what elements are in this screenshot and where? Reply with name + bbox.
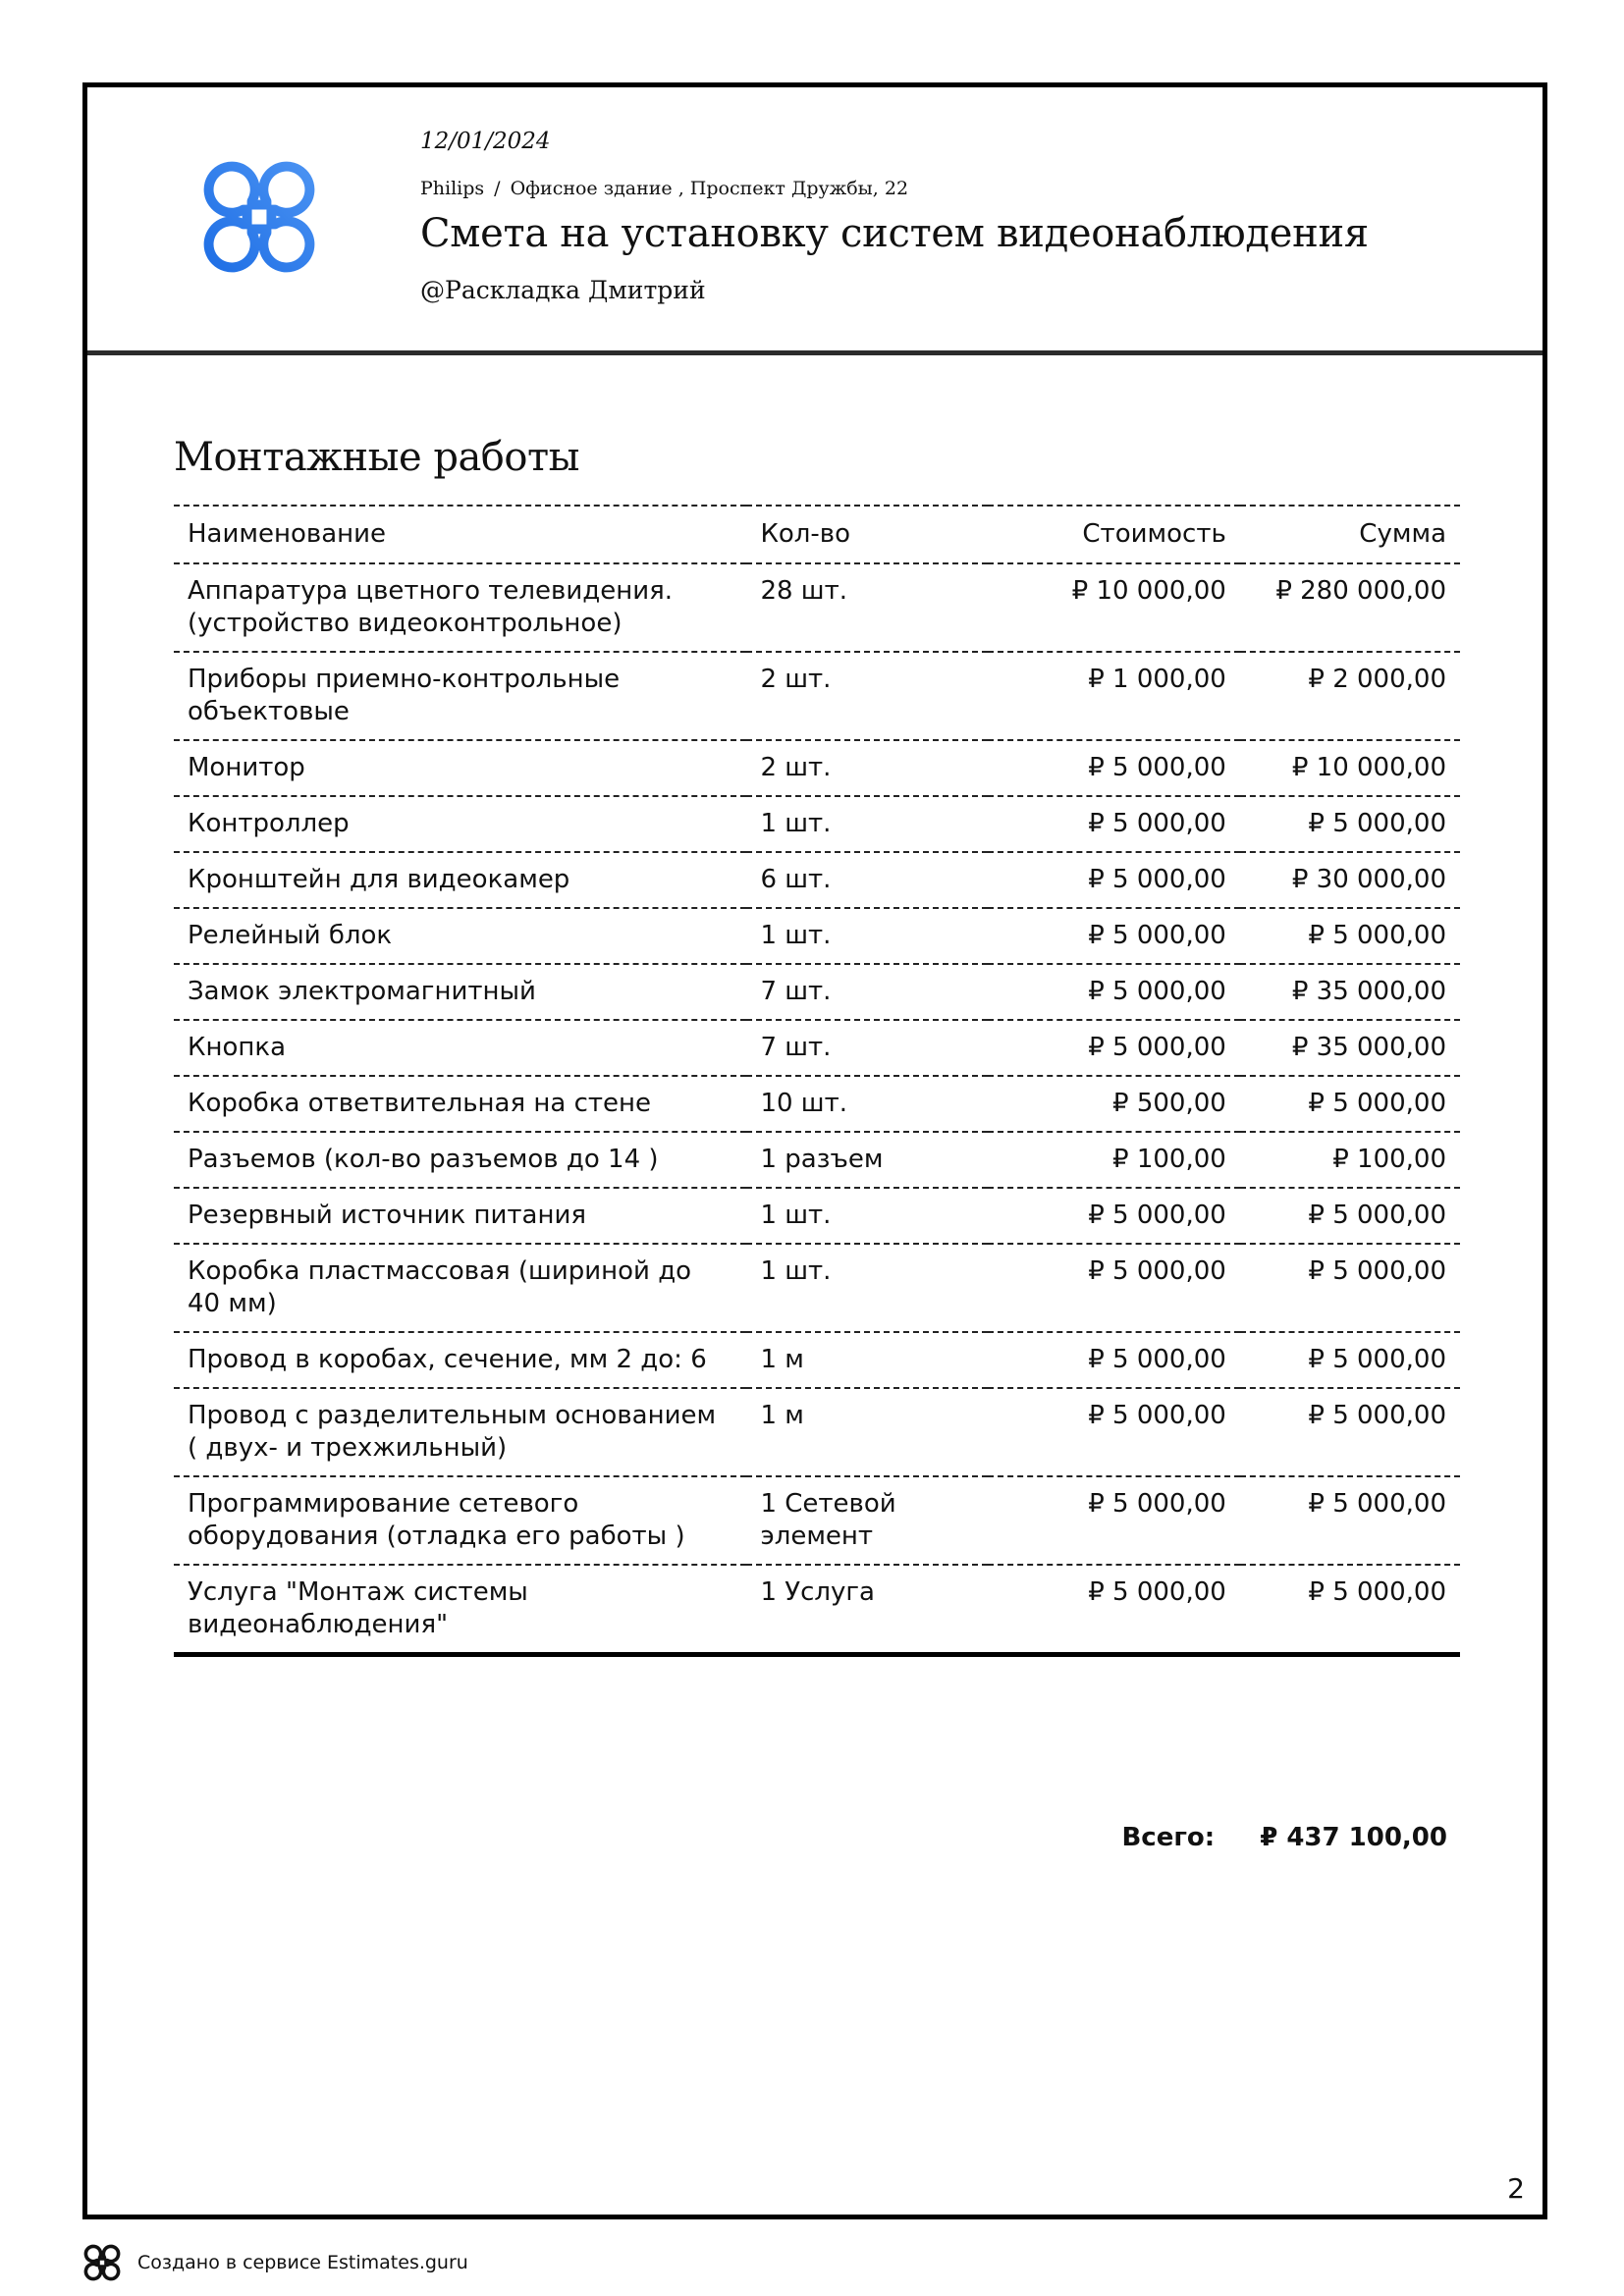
item-qty	[746, 1020, 987, 1076]
item-sum	[1240, 1565, 1460, 1655]
item-price-text: ₽ 5 000,00	[1088, 1345, 1226, 1374]
item-price	[988, 1565, 1240, 1655]
item-name-text: Программирование сетевого оборудования (отладка его работы )	[188, 1489, 685, 1551]
item-sum-text: ₽ 5 000,00	[1308, 1201, 1446, 1230]
item-name	[174, 1188, 746, 1244]
item-price	[988, 796, 1240, 852]
item-sum	[1240, 1332, 1460, 1388]
item-name-text: Провод в коробах, сечение, мм 2 до: 6	[188, 1345, 707, 1374]
item-sum	[1240, 908, 1460, 964]
table-row	[174, 563, 1460, 652]
item-qty	[746, 1188, 987, 1244]
item-name	[174, 1388, 746, 1476]
item-qty-text: 10 шт.	[760, 1089, 847, 1118]
item-price	[988, 1132, 1240, 1188]
item-qty-text: 1 шт.	[760, 809, 832, 838]
item-sum-text: ₽ 5 000,00	[1308, 921, 1446, 950]
item-sum-text: ₽ 5 000,00	[1308, 1489, 1446, 1519]
item-qty	[746, 563, 987, 652]
item-price-text: ₽ 100,00	[1112, 1145, 1226, 1174]
item-name-text: Замок электромагнитный	[188, 977, 536, 1006]
item-price-text: ₽ 5 000,00	[1088, 1256, 1226, 1286]
table-row	[174, 1188, 1460, 1244]
item-price	[988, 563, 1240, 652]
item-name	[174, 652, 746, 740]
clover-logo-icon	[82, 2243, 122, 2282]
table-row	[174, 1076, 1460, 1132]
location: Офисное здание , Проспект Дружбы, 22	[510, 178, 909, 199]
item-name-text: Кронштейн для видеокамер	[188, 865, 570, 894]
item-sum	[1240, 1076, 1460, 1132]
item-qty-text: 1 разъем	[760, 1145, 884, 1174]
item-price	[988, 1076, 1240, 1132]
document-title: Смета на установку систем видеонаблюдения	[420, 211, 1369, 256]
item-sum-text: ₽ 30 000,00	[1291, 865, 1446, 894]
column-header-name: Наименование	[174, 506, 746, 563]
breadcrumb	[420, 178, 908, 199]
item-sum-text: ₽ 5 000,00	[1308, 1256, 1446, 1286]
column-header-qty: Кол-во	[746, 506, 987, 563]
item-qty-text: 1 м	[760, 1345, 804, 1374]
item-name-text: Приборы приемно-контрольные объектовые	[188, 665, 621, 726]
breadcrumb-separator: /	[494, 178, 501, 199]
item-sum	[1240, 1244, 1460, 1332]
table-row	[174, 908, 1460, 964]
table-row	[174, 1020, 1460, 1076]
item-price-text: ₽ 5 000,00	[1088, 977, 1226, 1006]
item-price	[988, 852, 1240, 908]
item-qty-text: 1 Услуга	[760, 1577, 875, 1607]
item-qty-text: 6 шт.	[760, 865, 832, 894]
column-header-price: Стоимость	[988, 506, 1240, 563]
item-qty-text: 1 шт.	[760, 1256, 832, 1286]
table-row	[174, 796, 1460, 852]
item-price	[988, 740, 1240, 796]
item-qty	[746, 964, 987, 1020]
item-name	[174, 1476, 746, 1565]
item-qty	[746, 1332, 987, 1388]
item-sum-text: ₽ 35 000,00	[1291, 1033, 1446, 1062]
item-sum	[1240, 964, 1460, 1020]
total-value: ₽ 437 100,00	[1260, 1823, 1447, 1852]
item-sum	[1240, 740, 1460, 796]
item-qty	[746, 1076, 987, 1132]
item-qty	[746, 852, 987, 908]
author: @Раскладка Дмитрий	[420, 276, 706, 304]
item-price	[988, 1020, 1240, 1076]
item-qty	[746, 1132, 987, 1188]
item-name	[174, 1132, 746, 1188]
item-price	[988, 652, 1240, 740]
item-name	[174, 908, 746, 964]
item-name-text: Аппаратура цветного телевидения. (устройство видеоконтрольное)	[188, 576, 674, 638]
item-price-text: ₽ 5 000,00	[1088, 809, 1226, 838]
item-name-text: Кнопка	[188, 1033, 287, 1062]
item-qty	[746, 1244, 987, 1332]
item-price	[988, 908, 1240, 964]
item-price	[988, 1388, 1240, 1476]
item-price-text: ₽ 5 000,00	[1088, 1033, 1226, 1062]
item-name-text: Коробка ответвительная на стене	[188, 1089, 651, 1118]
item-price	[988, 964, 1240, 1020]
item-name-text: Монитор	[188, 753, 305, 782]
item-name-text: Разъемов (кол-во разъемов до 14 )	[188, 1145, 659, 1174]
item-sum-text: ₽ 5 000,00	[1308, 1401, 1446, 1430]
table-row	[174, 1476, 1460, 1565]
section-title: Монтажные работы	[174, 435, 579, 480]
item-sum-text: ₽ 10 000,00	[1291, 753, 1446, 782]
footer	[82, 2241, 468, 2284]
page-number: 2	[1507, 2172, 1525, 2205]
item-name	[174, 740, 746, 796]
item-qty	[746, 908, 987, 964]
item-qty	[746, 1476, 987, 1565]
item-price-text: ₽ 5 000,00	[1088, 1201, 1226, 1230]
item-sum-text: ₽ 2 000,00	[1308, 665, 1446, 694]
table-header-row	[174, 506, 1460, 563]
item-qty-text: 1 Сетевой элемент	[760, 1489, 896, 1551]
item-qty-text: 7 шт.	[760, 1033, 832, 1062]
table-row	[174, 852, 1460, 908]
item-sum-text: ₽ 35 000,00	[1291, 977, 1446, 1006]
item-name-text: Резервный источник питания	[188, 1201, 586, 1230]
item-qty-text: 1 м	[760, 1401, 804, 1430]
item-qty	[746, 1565, 987, 1655]
table-row	[174, 1332, 1460, 1388]
item-qty	[746, 740, 987, 796]
item-price-text: ₽ 1 000,00	[1088, 665, 1226, 694]
item-sum	[1240, 796, 1460, 852]
item-name	[174, 1020, 746, 1076]
table-row	[174, 964, 1460, 1020]
item-qty	[746, 1388, 987, 1476]
item-sum	[1240, 1020, 1460, 1076]
item-price	[988, 1244, 1240, 1332]
item-sum-text: ₽ 5 000,00	[1308, 1089, 1446, 1118]
item-price-text: ₽ 10 000,00	[1071, 576, 1226, 606]
table-row	[174, 740, 1460, 796]
item-qty	[746, 652, 987, 740]
document-header	[87, 87, 1543, 355]
item-qty	[746, 796, 987, 852]
item-qty-text: 1 шт.	[760, 921, 832, 950]
item-name	[174, 796, 746, 852]
footer-credit: Создано в сервисе Estimates.guru	[137, 2252, 468, 2273]
item-name	[174, 563, 746, 652]
item-name	[174, 1244, 746, 1332]
item-sum-text: ₽ 280 000,00	[1275, 576, 1446, 606]
item-qty-text: 28 шт.	[760, 576, 847, 606]
item-sum	[1240, 852, 1460, 908]
item-price	[988, 1188, 1240, 1244]
page-frame	[82, 82, 1547, 2219]
item-sum	[1240, 1132, 1460, 1188]
clover-logo-icon	[198, 156, 320, 278]
item-sum	[1240, 1188, 1460, 1244]
item-sum	[1240, 563, 1460, 652]
item-price	[988, 1476, 1240, 1565]
item-sum-text: ₽ 100,00	[1332, 1145, 1446, 1174]
item-price-text: ₽ 5 000,00	[1088, 1489, 1226, 1519]
item-name-text: Контроллер	[188, 809, 350, 838]
item-price	[988, 1332, 1240, 1388]
item-name-text: Провод с разделительным основанием ( двух- и трехжильный)	[188, 1401, 717, 1463]
item-name	[174, 964, 746, 1020]
item-name	[174, 1332, 746, 1388]
table-row	[174, 652, 1460, 740]
item-name	[174, 852, 746, 908]
document-date: 12/01/2024	[420, 129, 551, 154]
item-sum	[1240, 652, 1460, 740]
item-qty-text: 2 шт.	[760, 665, 832, 694]
table-row	[174, 1244, 1460, 1332]
item-qty-text: 1 шт.	[760, 1201, 832, 1230]
item-name-text: Коробка пластмассовая (шириной до 40 мм)	[188, 1256, 692, 1318]
item-price-text: ₽ 5 000,00	[1088, 865, 1226, 894]
total-row	[1121, 1823, 1447, 1852]
column-header-sum: Сумма	[1240, 506, 1460, 563]
item-price-text: ₽ 500,00	[1112, 1089, 1226, 1118]
item-name-text: Релейный блок	[188, 921, 393, 950]
item-name-text: Услуга "Монтаж системы видеонаблюдения"	[188, 1577, 528, 1639]
item-sum	[1240, 1476, 1460, 1565]
item-name	[174, 1565, 746, 1655]
table-row	[174, 1388, 1460, 1476]
item-qty-text: 2 шт.	[760, 753, 832, 782]
item-price-text: ₽ 5 000,00	[1088, 753, 1226, 782]
client-name: Philips	[420, 178, 485, 199]
table-row	[174, 1132, 1460, 1188]
estimate-table	[174, 505, 1460, 1657]
item-price-text: ₽ 5 000,00	[1088, 1401, 1226, 1430]
item-sum-text: ₽ 5 000,00	[1308, 809, 1446, 838]
item-price-text: ₽ 5 000,00	[1088, 1577, 1226, 1607]
total-label: Всего:	[1121, 1823, 1216, 1852]
item-qty-text: 7 шт.	[760, 977, 832, 1006]
item-name	[174, 1076, 746, 1132]
table-row	[174, 1565, 1460, 1655]
item-sum-text: ₽ 5 000,00	[1308, 1345, 1446, 1374]
item-price-text: ₽ 5 000,00	[1088, 921, 1226, 950]
item-sum-text: ₽ 5 000,00	[1308, 1577, 1446, 1607]
item-sum	[1240, 1388, 1460, 1476]
